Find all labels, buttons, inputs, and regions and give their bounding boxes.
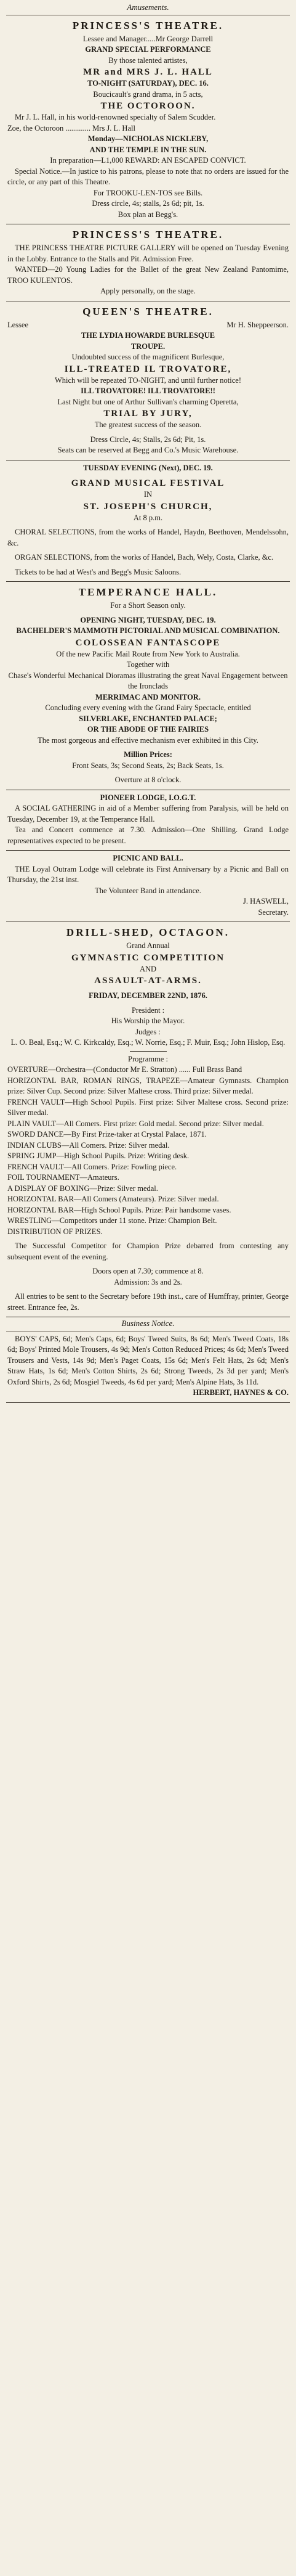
ad-title: TEMPERANCE HALL. bbox=[78, 586, 218, 598]
programme-item: INDIAN CLUBS—All Comers. Prize: Silver medal. bbox=[7, 1140, 170, 1150]
box-plan-line: Box plan at Begg's. bbox=[118, 210, 178, 219]
ad-pioneer-lodge bbox=[6, 790, 290, 851]
play-title: ILL-TREATED IL TROVATORE, bbox=[64, 364, 232, 374]
programme-item: HORIZONTAL BAR, ROMAN RINGS, TRAPEZE—Amateur Gymnasts. Champion prize: Silver Cup. Second prize: Silver Maltese cross. Third prize: Silver medal. bbox=[7, 1076, 289, 1095]
programme-item: HORIZONTAL BAR—High School Pupils. Prize: Pair handsome vases. bbox=[7, 1205, 231, 1214]
programme-item: SWORD DANCE—By First Prize-taker at Crystal Palace, 1871. bbox=[7, 1130, 207, 1139]
success-line: Undoubted success of the magnificent Burlesque, bbox=[71, 353, 225, 361]
lessee-line: Lessee and Manager.....Mr George Darrell bbox=[82, 34, 214, 43]
ad-herbert-haynes bbox=[6, 1331, 290, 1403]
newspaper-column bbox=[6, 0, 290, 1403]
and-line: AND bbox=[139, 964, 157, 973]
fantascope-line: COLOSSEAN FANTASCOPE bbox=[75, 637, 221, 648]
ad-title: QUEEN'S THEATRE. bbox=[82, 305, 214, 317]
gathering-body: A SOCIAL GATHERING in aid of a Member suffering from Paralysis, will be held on Tuesday, December 19, at the Temperance Hall. bbox=[7, 804, 289, 824]
judges-list: L. O. Beal, Esq.; W. C. Kirkcaldy, Esq.; W. Norrie, Esq.; F. Muir, Esq.; John Hislop, Esq. bbox=[10, 1038, 286, 1047]
ad-title: PRINCESS'S THEATRE. bbox=[72, 229, 224, 240]
entries-line: All entries to be sent to the Secretary before 19th inst., care of Humffray, printer, George street. Entrance fee, 2s. bbox=[7, 1292, 289, 1312]
lessee-row bbox=[7, 320, 289, 331]
programme-item: FRENCH VAULT—All Comers. Prize: Fowling piece. bbox=[7, 1162, 177, 1171]
judges-label: Judges : bbox=[135, 1027, 161, 1036]
apply-line: Apply personally, on the stage. bbox=[100, 287, 196, 295]
ad-drill-shed bbox=[6, 922, 290, 1317]
programme-item: FOIL TOURNAMENT—Amateurs. bbox=[7, 1173, 119, 1182]
repeat-line: Which will be repeated TO-NIGHT, and until further notice! bbox=[54, 375, 242, 385]
prices-head: Million Prices: bbox=[124, 750, 172, 759]
signer-role: Secretary. bbox=[258, 907, 289, 917]
programme-label: Programme : bbox=[128, 1054, 168, 1063]
programme-item: PLAIN VAULT—All Comers. First prize: Gold medal. Second prize: Silver medal. bbox=[7, 1119, 264, 1128]
fairies-line: OR THE ABODE OF THE FAIRIES bbox=[87, 725, 209, 734]
church-line: ST. JOSEPH'S CHURCH, bbox=[83, 501, 213, 512]
opening-line: OPENING NIGHT, TUESDAY, DEC. 19. bbox=[80, 615, 216, 624]
together-line: Together with bbox=[126, 660, 170, 669]
assault-line: ASSAULT-AT-ARMS. bbox=[94, 976, 202, 986]
president-name: His Worship the Mayor. bbox=[111, 1016, 185, 1025]
choral-line: CHORAL SELECTIONS, from the works of Handel, Haydn, Beethoven, Mendelssohn, &c. bbox=[7, 528, 289, 547]
concluding-line: Concluding every evening with the Grand Fairy Spectacle, entitled bbox=[45, 703, 251, 712]
gallery-body: THE PRINCESS THEATRE PICTURE GALLERY will be opened on Tuesday Evening in the Lobby. Entrance to the Stalls and Pit. Admission Free. bbox=[7, 243, 289, 263]
bachelder-line: BACHELDER'S MAMMOTH PICTORIAL AND MUSICAL COMBINATION. bbox=[16, 626, 280, 635]
event-date: FRIDAY, DECEMBER 22ND, 1876. bbox=[89, 991, 207, 1000]
organ-line: ORGAN SELECTIONS, from the works of Handel, Bach, Wely, Costa, Clarke, &c. bbox=[15, 553, 274, 562]
lessee-name: Mr H. Sheppeerson. bbox=[226, 320, 289, 329]
note-hall: Mr J. L. Hall, in his world-renowned specialty of Salem Scudder. bbox=[15, 113, 216, 121]
tea-line: Tea and Concert commence at 7.30. Admission—One Shilling. Grand Lodge representatives expected to be present. bbox=[7, 825, 289, 845]
ad-title: DRILL-SHED, OCTAGON. bbox=[66, 926, 230, 938]
tickets-line: Tickets to be had at West's and Begg's Music Saloons. bbox=[15, 567, 182, 576]
lessee-label: Lessee bbox=[7, 320, 29, 329]
note-zoe: Zoe, the Octoroon ............. Mrs J. L. Hall bbox=[7, 123, 135, 133]
by-line: By those talented artistes, bbox=[108, 55, 188, 65]
preparation-line: In preparation—L1,000 REWARD: AN ESCAPED CONVICT. bbox=[50, 156, 246, 165]
seats-line: Seats can be reserved at Begg and Co.'s Music Warehouse. bbox=[57, 446, 239, 454]
short-season: For a Short Season only. bbox=[110, 601, 186, 610]
signer: HERBERT, HAYNES & CO. bbox=[193, 1388, 289, 1397]
programme-item: OVERTURE—Orchestra—(Conductor Mr E. Stratton) ...... Full Brass Band bbox=[7, 1065, 242, 1074]
prices-line: Dress Circle, 4s; Stalls, 2s 6d; Pit, 1s. bbox=[90, 435, 206, 444]
business-body: BOYS' CAPS, 6d; Men's Caps, 6d; Boys' Tweed Suits, 8s 6d; Men's Tweed Coats, 18s 6d; Boys' Printed Mole Trousers, 4s 9d; Men's Cotton Reduced Prices; 4s 6d; Men's Tweed Trousers and Vests, 14s 9d; Men's Paget Coats, 15s 6d; Men's Felt Hats, 2s 6d; Men's Straw Hats, 1s 6d; Men's Cotton Shirts, 2s 6d; Strong Tweeds, 2s 3d per yard; Men's Oxford Shirts, 2s 6d; Mosgiel Tweeds, 4s 6d per yard; Men's Alpine Hats, 3s 11d. bbox=[7, 1334, 289, 1386]
band-line: The Volunteer Band in attendance. bbox=[95, 886, 201, 895]
ad-title: PRINCESS'S THEATRE. bbox=[72, 19, 224, 31]
wanted-line: WANTED—20 Young Ladies for the Ballet of the great New Zealand Pantomime, TROO KULENTOS. bbox=[7, 265, 289, 285]
admission-line: Admission: 3s and 2s. bbox=[114, 1277, 182, 1286]
ill-line: ILL TROVATORE! ILL TROVATORE!! bbox=[81, 386, 215, 395]
effective-line: The most gorgeous and effective mechanism ever exhibited in this City. bbox=[38, 735, 258, 745]
event-line: GRAND SPECIAL PERFORMANCE bbox=[85, 45, 211, 54]
ad-picnic-ball bbox=[6, 851, 290, 922]
programme-item: DISTRIBUTION OF PRIZES. bbox=[7, 1227, 103, 1236]
programme-item: WRESTLING—Competitors under 11 stone. Prize: Champion Belt. bbox=[7, 1216, 217, 1225]
play-desc: Boucicault's grand drama, in 5 acts, bbox=[93, 89, 203, 99]
doors-line: Doors open at 7.30; commence at 8. bbox=[92, 1267, 204, 1275]
play-title: THE OCTOROON. bbox=[100, 101, 196, 111]
last-night-line: Last Night but one of Arthur Sullivan's charming Operetta, bbox=[57, 397, 239, 406]
ad-princess-theatre-gallery bbox=[6, 224, 290, 301]
prices-line: Front Seats, 3s; Second Seats, 2s; Back Seats, 1s. bbox=[72, 761, 224, 770]
time-line: At 8 p.m. bbox=[133, 513, 163, 522]
monday-line: Monday—NICHOLAS NICKLEBY, bbox=[87, 134, 209, 143]
programme-item: HORIZONTAL BAR—All Comers (Amateurs). Prize: Silver medal. bbox=[7, 1195, 219, 1203]
greatest-line: The greatest success of the season. bbox=[94, 420, 202, 429]
chase-line: Chase's Wonderful Mechanical Dioramas illustrating the great Naval Engagement between the Ironclads bbox=[8, 671, 288, 690]
programme-item: A DISPLAY OF BOXING—Prize: Silver medal. bbox=[7, 1184, 158, 1193]
troupe-line-2: TROUPE. bbox=[130, 341, 166, 351]
monday-line-2: AND THE TEMPLE IN THE SUN. bbox=[89, 145, 207, 154]
silverlake-line: SILVERLAKE, ENCHANTED PALACE; bbox=[79, 714, 217, 723]
trial-title: TRIAL BY JURY, bbox=[103, 409, 193, 419]
successful-line: The Successful Competitor for Champion Prize debarred from contesting any subsequent event of the evening. bbox=[7, 1241, 289, 1261]
ad-title: PIONEER LODGE, I.O.G.T. bbox=[100, 793, 196, 802]
ships-line: MERRIMAC AND MONITOR. bbox=[95, 692, 201, 701]
ad-title: PICNIC AND BALL. bbox=[113, 854, 183, 862]
troupe-line: THE LYDIA HOWARDE BURLESQUE bbox=[81, 331, 215, 340]
divider bbox=[130, 1051, 167, 1052]
festival-title: GRAND MUSICAL FESTIVAL bbox=[71, 478, 225, 488]
further-line: For TROOKU-LEN-TOS see Bills. bbox=[93, 188, 203, 197]
programme-item: FRENCH VAULT—High School Pupils. First prize: Silver Maltese cross. Second prize: Silver medal. bbox=[7, 1097, 289, 1117]
section-heading-business: Business Notice. bbox=[6, 1317, 290, 1331]
ad-princess-theatre-performance bbox=[6, 15, 290, 225]
annual-line: Grand Annual bbox=[126, 941, 170, 950]
ad-musical-festival bbox=[6, 460, 290, 583]
section-heading-amusements: Amusements. bbox=[6, 1, 290, 15]
president-label: President : bbox=[131, 1005, 165, 1015]
programme-list bbox=[7, 1065, 289, 1237]
ad-temperance-hall bbox=[6, 582, 290, 790]
picnic-body: THE Loyal Outram Lodge will celebrate its First Anniversary by a Picnic and Ball on Thursday, the 21st inst. bbox=[7, 864, 289, 884]
prices-line: Dress circle, 4s; stalls, 2s 6d; pit, 1s. bbox=[92, 199, 204, 208]
programme-item: SPRING JUMP—High School Pupils. Prize: Writing desk. bbox=[7, 1151, 190, 1160]
festival-in: IN bbox=[143, 490, 153, 499]
date-line: TO-NIGHT (SATURDAY), DEC. 16. bbox=[87, 79, 209, 88]
signer: J. HASWELL, bbox=[243, 897, 289, 906]
special-notice: Special Notice.—In justice to his patrons, please to note that no orders are issued for the circle, or any part of this Theatre. bbox=[7, 166, 289, 186]
artists-line: MR and MRS J. L. HALL bbox=[83, 67, 213, 77]
pacific-line: Of the new Pacific Mail Route from New York to Australia. bbox=[56, 649, 240, 658]
competition-line: GYMNASTIC COMPETITION bbox=[71, 952, 225, 963]
overture-line: Overture at 8 o'clock. bbox=[114, 775, 182, 784]
ad-queens-theatre bbox=[6, 301, 290, 460]
festival-date: TUESDAY EVENING (Next), DEC. 19. bbox=[83, 463, 213, 472]
